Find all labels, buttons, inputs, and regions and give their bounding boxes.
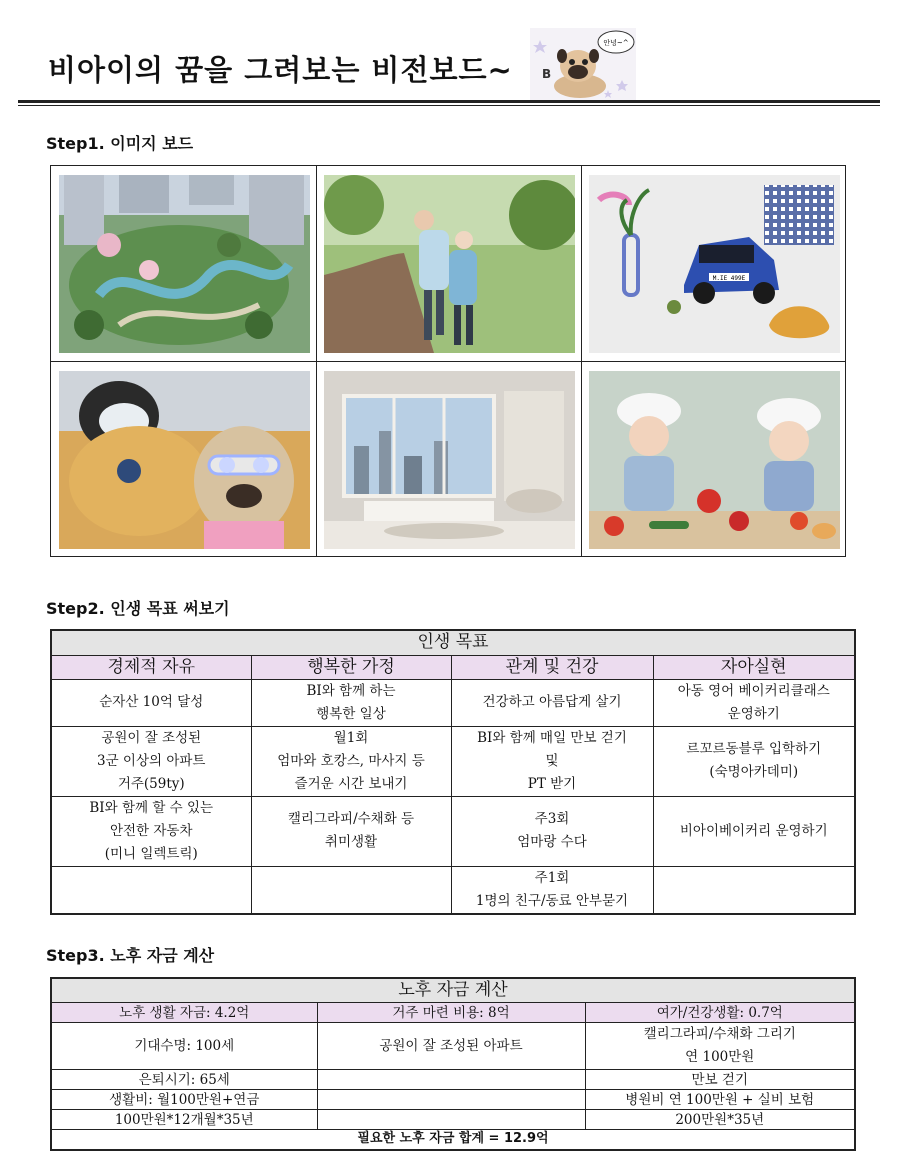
goal-cell: 아동 영어 베이커리클래스 운영하기	[653, 679, 855, 726]
table-row	[51, 726, 855, 796]
header-cell: 경제적 자유	[51, 655, 251, 679]
goal-cell: BI와 함께 할 수 있는 안전한 자동차 (미니 일렉트릭)	[51, 796, 251, 866]
fund-cell: 캘리그라피/수채화 그리기 연 100만원	[585, 1023, 855, 1070]
table-row	[51, 1110, 855, 1130]
header-cell: 여가/건강생활: 0.7억	[585, 1003, 855, 1023]
person-with-pug-image	[51, 362, 316, 557]
table-row	[51, 679, 855, 726]
step3-label: Step3. 노후 자금 계산	[46, 946, 215, 965]
couple-jogging-image	[316, 166, 581, 361]
retirement-fund-title: 노후 자금 계산	[51, 978, 855, 1003]
car-plate: M.IE 499E	[712, 275, 746, 282]
page-title: 비아이의 꿈을 그려보는 비전보드~	[48, 53, 513, 87]
life-goals-table	[50, 629, 856, 915]
goal-cell: 건강하고 아름답게 살기	[451, 679, 653, 726]
fund-cell: 병원비 연 100만원 + 실비 보험	[585, 1090, 855, 1110]
header-cell: 거주 마련 비용: 8억	[317, 1003, 585, 1023]
kids-cooking-image	[581, 362, 846, 557]
table-row	[51, 866, 855, 914]
goal-cell: 주1회 1명의 친구/동료 안부묻기	[451, 866, 653, 914]
header-cell: 관계 및 건강	[451, 655, 653, 679]
title-rule	[18, 100, 880, 103]
image-board	[50, 165, 846, 557]
fund-cell: 200만원*35년	[585, 1110, 855, 1130]
fund-cell: 은퇴시기: 65세	[51, 1070, 317, 1090]
goal-cell: 주3회 엄마랑 수다	[451, 796, 653, 866]
sticker-letter: B	[542, 67, 552, 81]
retirement-total: 필요한 노후 자금 합계 = 12.9억	[51, 1130, 855, 1150]
goal-cell	[251, 866, 451, 914]
step2-label: Step2. 인생 목표 써보기	[46, 599, 230, 618]
goal-cell: 월1회 엄마와 호캉스, 마사지 등 즐거운 시간 보내기	[251, 726, 451, 796]
header-cell: 노후 생활 자금: 4.2억	[51, 1003, 317, 1023]
step1-label: Step1. 이미지 보드	[46, 134, 194, 153]
retirement-header-row	[51, 1003, 855, 1023]
fund-cell	[317, 1090, 585, 1110]
fund-cell: 만보 걷기	[585, 1070, 855, 1090]
goal-cell: BI와 함께 매일 만보 걷기 및 PT 받기	[451, 726, 653, 796]
sticker-bubble-text: 안녕~^	[603, 39, 629, 47]
goal-cell: 캘리그라피/수채화 등 취미생활	[251, 796, 451, 866]
goal-cell: 비아이베이커리 운영하기	[653, 796, 855, 866]
life-goals-header-row	[51, 655, 855, 679]
fund-cell: 생활비: 월100만원+연금	[51, 1090, 317, 1110]
goal-cell	[51, 866, 251, 914]
life-goals-title: 인생 목표	[51, 630, 855, 655]
goal-cell: 공원이 잘 조성된 3군 이상의 아파트 거주(59ty)	[51, 726, 251, 796]
pug-sticker-icon	[530, 28, 636, 100]
garden-apartment-image	[51, 166, 316, 361]
fund-cell: 100만원*12개월*35년	[51, 1110, 317, 1130]
title-rule-thin	[18, 105, 880, 106]
table-row	[51, 796, 855, 866]
fund-cell: 공원이 잘 조성된 아파트	[317, 1023, 585, 1070]
mini-electric-car-image	[581, 166, 846, 361]
goal-cell: 순자산 10억 달성	[51, 679, 251, 726]
goal-cell: 르꼬르동블루 입학하기 (숙명아카데미)	[653, 726, 855, 796]
retirement-fund-table	[50, 977, 856, 1151]
table-row	[51, 1090, 855, 1110]
header-cell: 행복한 가정	[251, 655, 451, 679]
table-row	[51, 1070, 855, 1090]
table-row	[51, 1023, 855, 1070]
goal-cell	[653, 866, 855, 914]
fund-cell: 기대수명: 100세	[51, 1023, 317, 1070]
goal-cell: BI와 함께 하는 행복한 일상	[251, 679, 451, 726]
fund-cell	[317, 1070, 585, 1090]
header-cell: 자아실현	[653, 655, 855, 679]
fund-cell	[317, 1110, 585, 1130]
luxury-hotel-room-image	[316, 362, 581, 557]
